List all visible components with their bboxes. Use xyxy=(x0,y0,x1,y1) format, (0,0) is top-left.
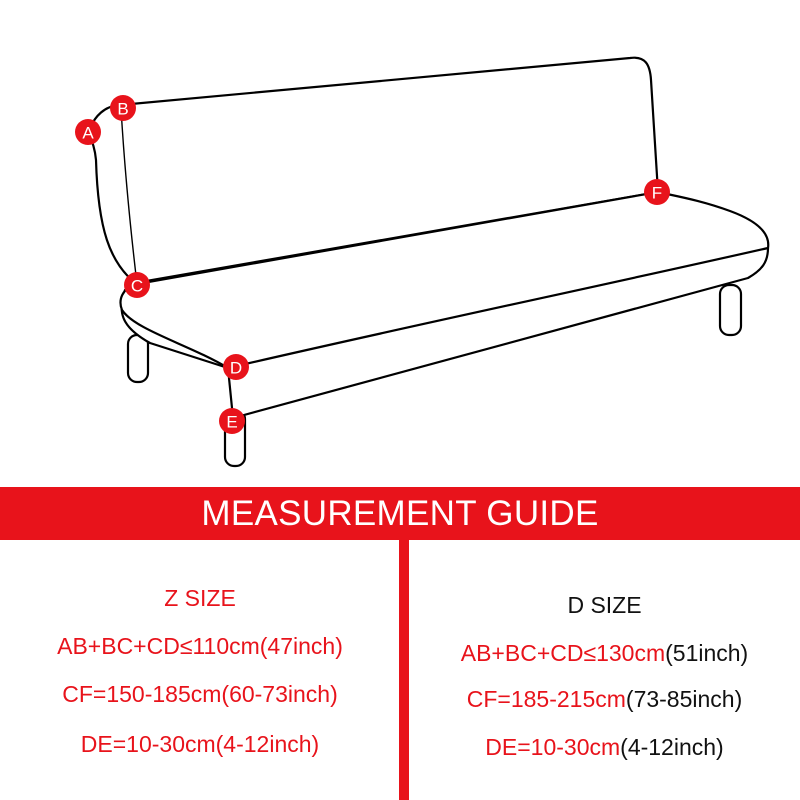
svg-text:F: F xyxy=(651,183,663,203)
z-size-line: CF=150-185cm(60-73inch) xyxy=(62,681,338,707)
z-size-line: AB+BC+CD≤110cm(47inch) xyxy=(57,633,343,659)
svg-text:B: B xyxy=(117,99,129,119)
banner-title: MEASUREMENT GUIDE xyxy=(201,493,599,533)
marker-b xyxy=(110,95,136,121)
sofa-leg-back-left xyxy=(128,335,148,382)
column-divider xyxy=(399,538,409,800)
d-size-metric: DE=10-30cm xyxy=(485,734,621,760)
z-size-line: DE=10-30cm(4-12inch) xyxy=(80,731,320,757)
svg-text:E: E xyxy=(226,412,238,432)
d-size-metric: AB+BC+CD≤130cm xyxy=(460,640,666,666)
measurement-guide-banner xyxy=(0,487,800,540)
d-size-metric: CF=185-215cm xyxy=(466,686,626,712)
z-size-column xyxy=(0,540,400,800)
marker-e xyxy=(219,408,245,434)
z-size-title: Z SIZE xyxy=(164,585,236,611)
d-size-column xyxy=(409,540,800,800)
d-size-imperial: (4-12inch) xyxy=(620,734,724,760)
d-size-title: D SIZE xyxy=(567,592,642,618)
sofa-leg-back-right xyxy=(720,285,741,335)
marker-f xyxy=(644,179,670,205)
d-size-line xyxy=(409,640,800,667)
svg-text:C: C xyxy=(130,276,144,296)
d-size-imperial: (73-85inch) xyxy=(625,686,743,712)
d-size-imperial: (51inch) xyxy=(665,640,749,666)
marker-c xyxy=(124,272,150,298)
svg-text:D: D xyxy=(229,358,243,378)
marker-d xyxy=(223,354,249,380)
svg-text:A: A xyxy=(82,123,94,143)
marker-a xyxy=(75,119,101,145)
d-size-line xyxy=(409,734,800,761)
d-size-line xyxy=(409,686,800,713)
